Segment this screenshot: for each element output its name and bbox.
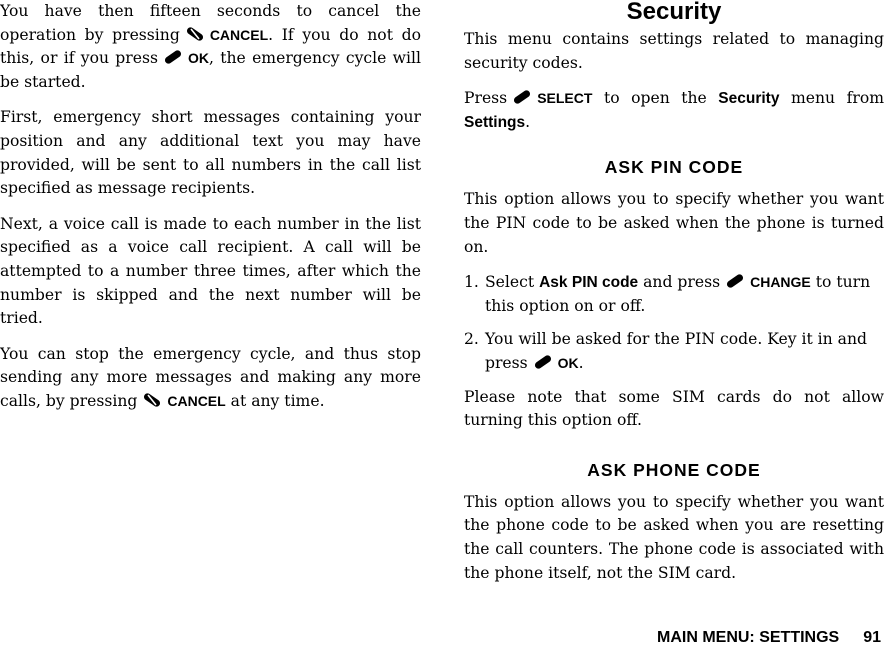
ok-key-icon [162,49,184,65]
security-intro: This menu contains settings related to managing security codes. [464,30,884,72]
cancel-key-icon [141,392,163,408]
paragraph-messages: First, emergency short messages containing your position and any additional text you may have provided, will be sent to all numbers in the call list specified as message recipients. [0,108,421,198]
security-open-instructions: Press SELECT to open the Security menu from Settings. [464,89,884,131]
ok-key-label: OK [187,50,209,67]
pin-note: Please note that some SIM cards do not allow turning this option off. [464,387,884,430]
paragraph-stop-cycle: You can stop the emergency cycle, and thus stop sending any more messages and making any more calls, by pressing CANCEL at any time. [0,344,421,410]
cancel-key-icon [184,26,206,42]
menu-name-security: Security [718,90,780,108]
ok-key-icon [532,354,554,370]
cancel-key-label: CANCEL [167,392,226,409]
pin-step-2: 2. You will be asked for the PIN code. Key it in and press OK. [464,330,867,372]
ok-key-icon [511,89,533,105]
pin-description: This option allows you to specify whether you want the PIN code to be asked when the phone is turned on. [464,190,884,256]
pin-step-1: 1. Select Ask PIN code and press CHANGE to turn this option on or off. [464,273,871,315]
footer-section: MAIN MENU: SETTINGS [656,629,840,646]
heading-ask-pin-code: ASK PIN CODE [604,157,744,178]
option-ask-pin-code: Ask PIN code [539,274,639,292]
menu-name-settings: Settings [464,113,526,131]
left-column [0,0,421,426]
cancel-key-label: CANCEL [209,26,269,43]
page-number: 91 [863,629,881,646]
step-number: 2. [464,330,479,349]
ok-key-label: OK [557,354,579,371]
select-key-label: SELECT [537,90,593,107]
paragraph-voice-calls: Next, a voice call is made to each number in the list specified as a voice call recipient. A call will be attempted to a number three times, after which the number is skipped and the next number will be tried. [0,214,421,328]
heading-ask-phone-code: ASK PHONE CODE [587,459,761,480]
page-footer [657,628,881,648]
right-column [464,0,884,597]
step-number: 1. [464,273,479,292]
ok-key-icon [724,273,746,289]
paragraph-cancel-instructions: You have then fifteen seconds to cancel the operation by pressing CANCEL. If you do not do this, or if you press OK, the emergency cycle will be started. [0,2,421,91]
change-key-label: CHANGE [750,274,811,291]
phone-code-description: This option allows you to specify whether you want the phone code to be asked when you are resetting the call counters. The phone code is associated with the phone itself, not the SIM card. [464,492,884,582]
section-title: Security [626,0,722,25]
